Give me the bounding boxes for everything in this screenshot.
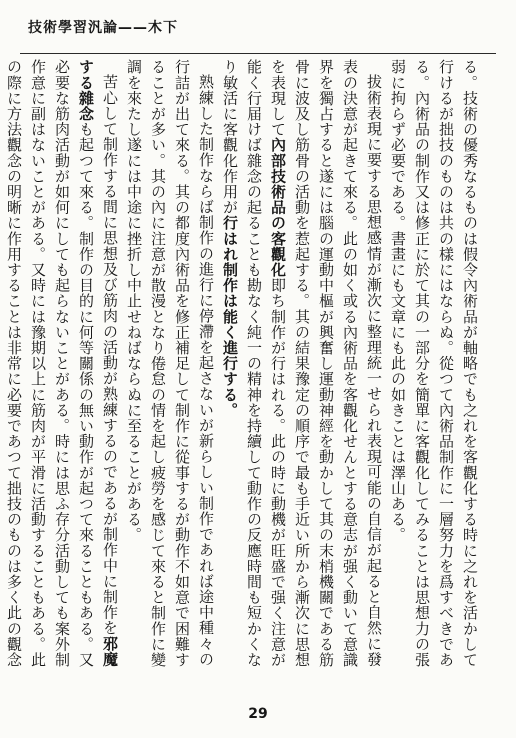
emphasized-text: 行はれ制作は能く進行する。 bbox=[221, 215, 239, 418]
text-run: 熟練した制作ならば制作の進行に停滯を起さないが新らしい制作であれば途中種々の行詰が出て來る。其の都度內術品を修正補足して制作に從事するが動作不如意で困難することが多い。其の內に注意が散漫となり倦怠の情を起し疲勞を感じて來ると制作に變調を來たし遂には中途に挫折し中止せねばならぬに至ることがある。 bbox=[125, 59, 215, 668]
paragraph bbox=[386, 59, 482, 682]
page-number: 29 bbox=[248, 706, 268, 722]
running-header bbox=[28, 6, 488, 48]
text-run: 拔術表現に要する思想感情が漸次に整理統一せられ表現可能の自信が起ると自然に發表の決意が起きて來る。此の如く或る內術品を客觀化せんとする意志が强く動いて意識界を獨占すると遂には腦の運動中樞が興奮し運動神經を動かして其の末梢機關である筋骨に波及し筋骨の活動を惹起する。其の結果豫定の順序で最も手近い所から漸次に思想を表現して bbox=[269, 59, 383, 668]
text-run: 即ち制作が行はれる。此の時に動機が旺盛で强く注意が能く行届けば雜念の起ることも勘なく純一の精神を持續して動作の反應時間も短かくなり敏活に客觀化作用が bbox=[221, 59, 287, 668]
emphasized-text: 邪魔する雜念 bbox=[77, 59, 119, 667]
paragraph bbox=[0, 59, 122, 682]
header-rule bbox=[20, 53, 496, 54]
paragraph bbox=[122, 59, 218, 682]
emphasized-text: 內部技術品の客觀化 bbox=[269, 137, 287, 278]
running-title: 技術學習汎論——木下 bbox=[28, 20, 178, 36]
text-run: も起つて來る。制作の目的に何等關係の無い動作が起つて來ることもある。又必要な筋肉活動が如何にしても起らないことがある。時には思ふ存分活動しても案外制作意に副はないことがある。又時には豫期以上に筋肉が平滑に活動することもある。此の際に方法觀念の明晰に作用することは非常に必要であつて拙技のものは多く此の觀念 bbox=[5, 59, 95, 668]
text-run: る。技術の優秀なるものは假令內術品が軸略でも之れを客觀化する時に之れを活かして行けるが拙技のものは共の樣にはならぬ。從つて內術品制作に一層努力を爲すべきである。內術品の制作又は修正に於て其の一部分を簡單に客觀化してみることは思想力の張弱に拘らず必要である。書畫にも文章にも此の如きことは澤山ある。 bbox=[389, 59, 479, 668]
body-text bbox=[5, 59, 482, 682]
text-run: 苦心して制作する間に思想及び筋肉の活動が熟練するのであるが制作中に制作を bbox=[101, 74, 119, 636]
paragraph bbox=[218, 59, 386, 682]
